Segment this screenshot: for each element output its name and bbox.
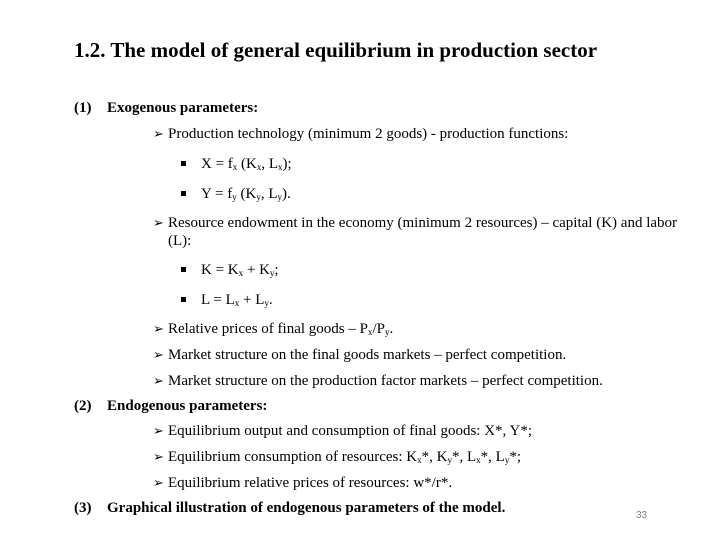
square-bullet-icon — [181, 297, 186, 302]
page-number: 33 — [636, 510, 648, 521]
arrowhead-bullet-icon: ➢ — [153, 475, 164, 490]
section-heading-2 — [74, 398, 684, 415]
list-item-capital-identity: $K = K_x + K_y$; — [74, 261, 684, 279]
list-item-market-factors: ➢ Market structure on the production factor markets – perfect competition. — [153, 373, 603, 389]
section-number: (2) — [74, 398, 92, 414]
list-item-relative-prices: ➢ Relative prices of final goods – $P_x/P_y$. — [153, 321, 394, 337]
arrowhead-bullet-icon: ➢ — [153, 321, 164, 336]
slide-title: 1.2. The model of general equilibrium in production sector — [74, 38, 598, 62]
arrowhead-bullet-icon: ➢ — [153, 347, 164, 362]
arrowhead-bullet-icon: ➢ — [153, 449, 164, 464]
list-item-production-technology: ➢ Production technology (minimum 2 goods) - production functions: — [153, 126, 569, 142]
list-item-resource-endowment: ➢ Resource endowment in the economy (minimum 2 resources) – capital (K) and labor (L): — [153, 215, 678, 249]
arrowhead-bullet-icon: ➢ — [153, 215, 164, 230]
list-item-labor-identity: $L = L_x + L_y$. — [74, 291, 684, 309]
section-heading-3 — [74, 500, 684, 517]
section-title: Exogenous parameters: — [107, 100, 259, 116]
list-item-function-x: $X = f_x$ ($K_x$, $L_x$); — [74, 155, 684, 173]
square-bullet-icon — [181, 267, 186, 272]
square-bullet-icon — [181, 161, 186, 166]
list-item-equilibrium-output: ➢ Equilibrium output and consumption of final goods: X*, Y*; — [153, 423, 532, 439]
list-item-market-final-goods: ➢ Market structure on the final goods markets – perfect competition. — [153, 347, 567, 363]
slide-content — [74, 100, 684, 517]
section-number: (3) — [74, 500, 92, 516]
list-item-function-y: $Y = f_y$ ($K_y$, $L_y$). — [74, 185, 684, 203]
arrowhead-bullet-icon: ➢ — [153, 423, 164, 438]
square-bullet-icon — [181, 191, 186, 196]
section-number: (1) — [74, 100, 92, 116]
arrowhead-bullet-icon: ➢ — [153, 126, 164, 141]
section-title: Graphical illustration of endogenous parameters of the model. — [107, 500, 506, 516]
section-heading-1 — [74, 100, 684, 117]
list-item-equilibrium-relative-prices: ➢ Equilibrium relative prices of resources: w*/r*. — [153, 475, 453, 491]
list-item-equilibrium-resources: ➢ Equilibrium consumption of resources: $K_x*$, $K_y*$, $L_x*$, $L_y*$; — [153, 449, 521, 465]
arrowhead-bullet-icon: ➢ — [153, 373, 164, 388]
section-title: Endogenous parameters: — [107, 398, 268, 414]
